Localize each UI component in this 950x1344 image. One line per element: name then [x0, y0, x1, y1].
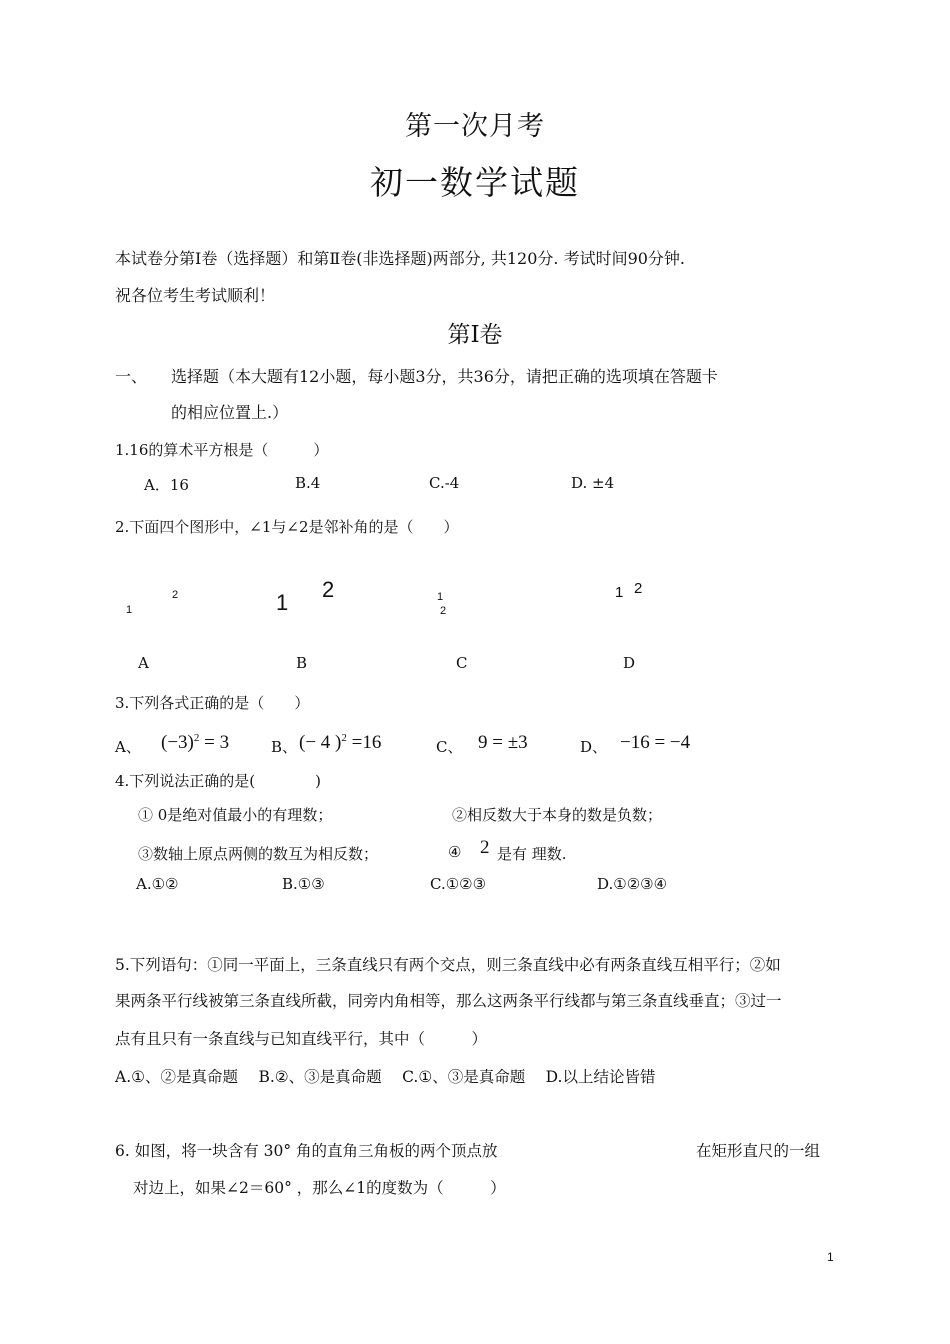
exponent: 2	[193, 732, 200, 744]
angle-label-2: 2	[172, 589, 179, 601]
q3-expression-c: 9 = ±3	[478, 732, 528, 753]
q4-statement-1: ① 0是绝对值最小的有理数；	[138, 806, 333, 824]
angle-label-2: 2	[440, 605, 447, 617]
part-instruction-line-1: 选择题（本大题有12小题，每小题3分，共36分，请把正确的选项填在答题卡	[171, 367, 718, 386]
exam-title: 第一次月考	[405, 111, 545, 142]
q3-expression-a	[161, 732, 229, 754]
rhs: = 3	[199, 732, 230, 753]
q4-option-d: D.①②③④	[597, 875, 668, 893]
q4-stem: 4.下列说法正确的是( )	[115, 772, 322, 790]
q1-option-b: B.4	[295, 474, 321, 492]
q5-line-3: 点有且只有一条直线与已知直线平行，其中（ ）	[115, 1030, 488, 1048]
q3-expression-b	[299, 732, 381, 754]
exam-subtitle: 初一数学试题	[370, 163, 580, 202]
q4-statement-4-value: 2	[480, 837, 490, 858]
q1-option-c: C.-4	[429, 474, 460, 492]
angle-label-1: 1	[126, 604, 133, 616]
q5-line-2: 果两条平行线被第三条直线所截，同旁内角相等，那么这两条平行线都与第三条直线垂直；③过一	[115, 992, 782, 1010]
q3-stem: 3.下列各式正确的是（ ）	[115, 694, 310, 712]
part-instruction-line-2: 的相应位置上.）	[171, 403, 289, 422]
q4-statement-4-text: 是有 理数.	[497, 845, 567, 863]
base: (−3)	[161, 732, 194, 753]
q3-expression-d: −16 = −4	[620, 732, 691, 753]
q2-caption-c: C	[456, 654, 468, 672]
rhs: =16	[346, 732, 382, 753]
q6-line-1b: 在矩形直尺的一组	[696, 1142, 821, 1160]
angle-label-1: 1	[615, 584, 624, 601]
q3-label-d: D、	[580, 738, 608, 756]
page-number: 1	[827, 1250, 834, 1264]
part-number: 一、	[115, 367, 148, 386]
q3-label-a: A、	[115, 738, 141, 756]
base: (− 4 )	[299, 732, 342, 753]
q2-caption-a: A	[138, 654, 149, 672]
q2-caption-b: B	[296, 654, 308, 672]
q6-line-2: 对边上，如果∠2＝60° ，那么∠1的度数为（ ）	[133, 1179, 506, 1197]
angle-label-1: 1	[437, 591, 444, 603]
q6-line-1a: 6. 如图，将一块含有 30° 角的直角三角板的两个顶点放	[115, 1142, 498, 1160]
q2-stem: 2.下面四个图形中，∠1与∠2是邻补角的是（ ）	[115, 518, 459, 536]
q1-option-d: D. ±4	[571, 474, 615, 492]
q1-option-a: A．16	[144, 476, 189, 494]
q1-stem: 1.16的算术平方根是（ ）	[115, 441, 329, 459]
q4-option-c: C.①②③	[430, 875, 487, 893]
intro-line-2: 祝各位考生考试顺利！	[115, 286, 276, 305]
section-title: 第Ⅰ卷	[447, 322, 503, 348]
angle-label-1: 1	[276, 590, 289, 615]
q3-label-c: C、	[436, 738, 463, 756]
q5-line-1: 5.下列语句：①同一平面上，三条直线只有两个交点，则三条直线中必有两条直线互相平行；②如	[115, 956, 781, 974]
q5-options: A.①、②是真命题 B.②、③是真命题 C.①、③是真命题 D.以上结论皆错	[115, 1068, 656, 1086]
q4-option-b: B.①③	[282, 875, 325, 893]
angle-label-2: 2	[634, 580, 643, 597]
q4-option-a: A.①②	[136, 875, 179, 893]
q3-label-b: B、	[271, 738, 298, 756]
q4-statement-4-number: ④	[448, 843, 462, 861]
intro-line-1: 本试卷分第Ⅰ卷（选择题）和第Ⅱ卷(非选择题)两部分, 共120分. 考试时间90分钟.	[115, 249, 686, 268]
q4-statement-3: ③数轴上原点两侧的数互为相反数；	[138, 845, 379, 863]
exponent: 2	[341, 732, 347, 744]
angle-label-2: 2	[322, 577, 335, 602]
q2-caption-d: D	[623, 654, 636, 672]
q4-statement-2: ②相反数大于本身的数是负数；	[452, 806, 663, 824]
